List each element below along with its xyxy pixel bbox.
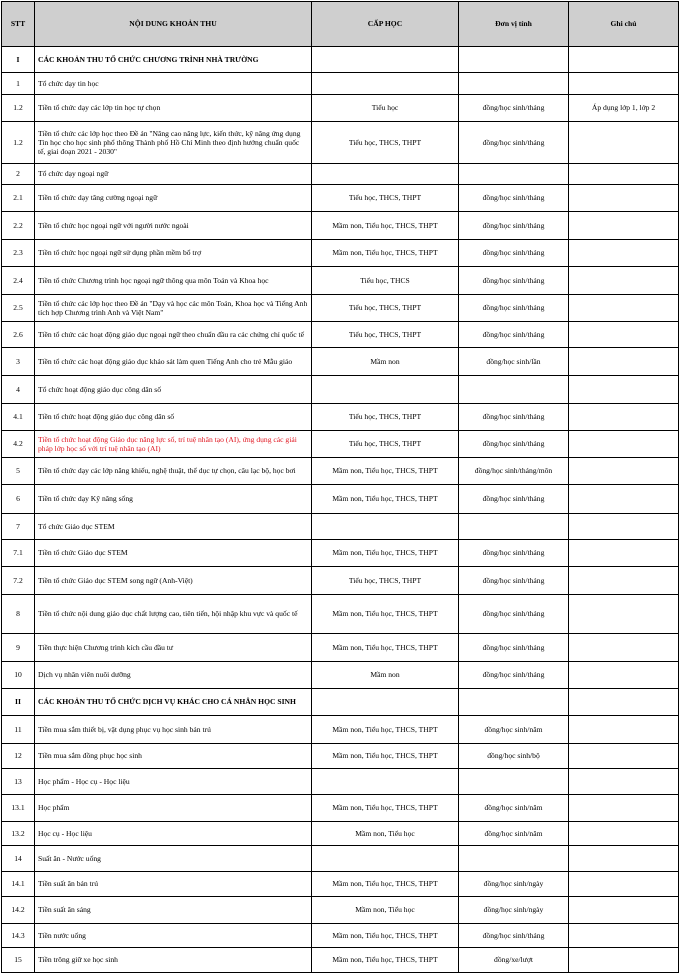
cell-content: Tiền tổ chức học ngoại ngữ sử dụng phần mềm bổ trợ — [35, 240, 312, 267]
cell-stt: 2.4 — [2, 267, 35, 295]
cell-note — [569, 567, 679, 595]
table-row — [2, 73, 679, 95]
cell-stt: I — [2, 47, 35, 73]
section-row — [2, 689, 679, 716]
cell-stt: 3 — [2, 348, 35, 376]
cell-unit: đồng/học sinh/tháng — [459, 595, 569, 634]
cell-stt: 4.1 — [2, 404, 35, 431]
cell-unit: đồng/học sinh/bộ — [459, 744, 569, 769]
cell-note — [569, 948, 679, 973]
cell-stt: 12 — [2, 744, 35, 769]
cell-stt: 7 — [2, 514, 35, 540]
header-stt: STT — [2, 2, 35, 47]
cell-stt: 2.6 — [2, 322, 35, 348]
cell-content: Tiền tổ chức Chương trình học ngoại ngữ thông qua môn Toán và Khoa học — [35, 267, 312, 295]
cell-level: Mầm non, Tiểu học, THCS, THPT — [312, 458, 459, 485]
cell-content: Tiền suất ăn bán trú — [35, 872, 312, 897]
table-row — [2, 458, 679, 485]
table-row — [2, 95, 679, 122]
cell-note — [569, 897, 679, 924]
cell-level — [312, 47, 459, 73]
cell-level: Tiểu học, THCS, THPT — [312, 322, 459, 348]
cell-note — [569, 595, 679, 634]
table-row — [2, 897, 679, 924]
cell-note — [569, 322, 679, 348]
table-row — [2, 567, 679, 595]
cell-content: Tiền mua sắm thiết bị, vật dụng phục vụ học sinh bán trú — [35, 716, 312, 744]
cell-unit: đồng/học sinh/tháng/môn — [459, 458, 569, 485]
cell-note — [569, 540, 679, 567]
table-row — [2, 431, 679, 458]
cell-content: Tiền tổ chức Giáo dục STEM — [35, 540, 312, 567]
cell-content: Tiền tổ chức Giáo dục STEM song ngữ (Anh-Việt) — [35, 567, 312, 595]
cell-unit — [459, 514, 569, 540]
cell-level: Mầm non, Tiểu học, THCS, THPT — [312, 716, 459, 744]
cell-note — [569, 458, 679, 485]
table-row — [2, 634, 679, 662]
cell-unit: đồng/học sinh/tháng — [459, 662, 569, 689]
table-row — [2, 795, 679, 822]
cell-level: Tiểu học — [312, 95, 459, 122]
cell-stt: 7.2 — [2, 567, 35, 595]
header-unit: Đơn vị tính — [459, 2, 569, 47]
cell-stt: 6 — [2, 485, 35, 514]
cell-content: Tổ chức dạy tin học — [35, 73, 312, 95]
cell-level: Mầm non, Tiểu học, THCS, THPT — [312, 634, 459, 662]
table-row — [2, 872, 679, 897]
cell-level: Mầm non, Tiểu học, THCS, THPT — [312, 212, 459, 240]
table-header-row — [2, 2, 679, 47]
cell-stt: 2.5 — [2, 295, 35, 322]
cell-unit: đồng/học sinh/tháng — [459, 540, 569, 567]
table-row — [2, 122, 679, 164]
cell-level: Tiểu học, THCS, THPT — [312, 122, 459, 164]
cell-level: Mầm non, Tiểu học — [312, 897, 459, 924]
cell-content: Tiền thực hiện Chương trình kích cầu đầu tư — [35, 634, 312, 662]
table-row — [2, 404, 679, 431]
cell-note — [569, 240, 679, 267]
table-row — [2, 540, 679, 567]
cell-content: Tiền tổ chức các hoạt động giáo dục khảo sát làm quen Tiếng Anh cho trẻ Mẫu giáo — [35, 348, 312, 376]
cell-stt: 9 — [2, 634, 35, 662]
cell-content: Tiền tổ chức dạy các lớp tin học tự chọn — [35, 95, 312, 122]
cell-note — [569, 73, 679, 95]
cell-stt: 14.1 — [2, 872, 35, 897]
cell-note — [569, 47, 679, 73]
cell-unit: đồng/học sinh/năm — [459, 795, 569, 822]
cell-level: Tiểu học, THCS, THPT — [312, 567, 459, 595]
cell-note — [569, 185, 679, 212]
cell-note — [569, 212, 679, 240]
cell-level: Mầm non, Tiểu học, THCS, THPT — [312, 924, 459, 948]
cell-content: Tiền nước uống — [35, 924, 312, 948]
cell-level — [312, 514, 459, 540]
cell-unit: đồng/học sinh/tháng — [459, 185, 569, 212]
header-note: Ghi chú — [569, 2, 679, 47]
table-row — [2, 595, 679, 634]
table-row — [2, 662, 679, 689]
cell-stt: 2.2 — [2, 212, 35, 240]
table-row — [2, 295, 679, 322]
cell-note — [569, 514, 679, 540]
table-row — [2, 348, 679, 376]
cell-unit: đồng/học sinh/tháng — [459, 322, 569, 348]
cell-note — [569, 431, 679, 458]
cell-unit — [459, 769, 569, 795]
cell-level: Mầm non, Tiểu học, THCS, THPT — [312, 744, 459, 769]
cell-content: Tiền trông giữ xe học sinh — [35, 948, 312, 973]
cell-level: Tiểu học, THCS, THPT — [312, 185, 459, 212]
cell-stt: 2 — [2, 164, 35, 185]
cell-unit: đồng/học sinh/tháng — [459, 240, 569, 267]
cell-note — [569, 716, 679, 744]
cell-level: Mầm non, Tiểu học, THCS, THPT — [312, 948, 459, 973]
cell-unit: đồng/học sinh/tháng — [459, 95, 569, 122]
cell-content: Tổ chức hoạt động giáo dục công dân số — [35, 376, 312, 404]
cell-stt: 2.1 — [2, 185, 35, 212]
cell-unit: đồng/học sinh/năm — [459, 822, 569, 846]
cell-level: Tiểu học, THCS, THPT — [312, 404, 459, 431]
cell-stt: 13 — [2, 769, 35, 795]
cell-stt: 1.2 — [2, 122, 35, 164]
table-row — [2, 948, 679, 973]
table-row — [2, 744, 679, 769]
cell-content: Tiền tổ chức dạy Kỹ năng sống — [35, 485, 312, 514]
table-row — [2, 822, 679, 846]
cell-stt: 13.2 — [2, 822, 35, 846]
cell-unit — [459, 73, 569, 95]
cell-note — [569, 822, 679, 846]
cell-unit — [459, 689, 569, 716]
table-row — [2, 514, 679, 540]
table-row — [2, 185, 679, 212]
cell-level: Mầm non, Tiểu học — [312, 822, 459, 846]
cell-unit: đồng/học sinh/năm — [459, 716, 569, 744]
cell-content: Tiền tổ chức dạy tăng cường ngoại ngữ — [35, 185, 312, 212]
cell-unit: đồng/học sinh/tháng — [459, 267, 569, 295]
cell-content: Tiền tổ chức các hoạt động giáo dục ngoại ngữ theo chuẩn đầu ra các chứng chỉ quốc tế — [35, 322, 312, 348]
cell-stt: 2.3 — [2, 240, 35, 267]
cell-note — [569, 924, 679, 948]
cell-stt: 11 — [2, 716, 35, 744]
cell-content: Tổ chức dạy ngoại ngữ — [35, 164, 312, 185]
table-row — [2, 267, 679, 295]
header-content: NỘI DUNG KHOẢN THU — [35, 2, 312, 47]
cell-content: Tiền suất ăn sáng — [35, 897, 312, 924]
cell-stt: 14.2 — [2, 897, 35, 924]
table-row — [2, 322, 679, 348]
cell-note: Áp dụng lớp 1, lớp 2 — [569, 95, 679, 122]
cell-unit: đồng/học sinh/tháng — [459, 431, 569, 458]
cell-level: Mầm non, Tiểu học, THCS, THPT — [312, 240, 459, 267]
cell-stt: 14.3 — [2, 924, 35, 948]
cell-unit: đồng/học sinh/tháng — [459, 567, 569, 595]
cell-stt: 5 — [2, 458, 35, 485]
cell-unit: đồng/học sinh/ngày — [459, 897, 569, 924]
cell-content: Học cụ - Học liệu — [35, 822, 312, 846]
cell-note — [569, 404, 679, 431]
cell-unit: đồng/học sinh/tháng — [459, 404, 569, 431]
cell-level — [312, 73, 459, 95]
cell-note — [569, 376, 679, 404]
cell-note — [569, 295, 679, 322]
cell-content: CÁC KHOẢN THU TỔ CHỨC CHƯƠNG TRÌNH NHÀ TRƯỜNG — [35, 47, 312, 73]
cell-level: Mầm non, Tiểu học, THCS, THPT — [312, 540, 459, 567]
cell-unit: đồng/học sinh/tháng — [459, 295, 569, 322]
cell-content: Dịch vụ nhân viên nuôi dưỡng — [35, 662, 312, 689]
cell-unit: đồng/học sinh/tháng — [459, 634, 569, 662]
cell-unit: đồng/học sinh/tháng — [459, 485, 569, 514]
cell-level: Tiểu học, THCS, THPT — [312, 431, 459, 458]
cell-content: Tiền tổ chức hoạt động Giáo dục năng lực số, trí tuệ nhân tạo (AI), ứng dụng các giải pháp lớp học số với trí tuệ nhân tạo (AI) — [35, 431, 312, 458]
cell-stt: 4 — [2, 376, 35, 404]
cell-note — [569, 846, 679, 872]
cell-content: Tiền tổ chức hoạt động giáo dục công dân số — [35, 404, 312, 431]
cell-stt: 10 — [2, 662, 35, 689]
cell-note — [569, 164, 679, 185]
cell-note — [569, 689, 679, 716]
cell-unit — [459, 376, 569, 404]
cell-unit: đồng/học sinh/lần — [459, 348, 569, 376]
fee-table — [1, 1, 679, 973]
cell-level — [312, 164, 459, 185]
table-row — [2, 846, 679, 872]
cell-note — [569, 795, 679, 822]
cell-level — [312, 376, 459, 404]
cell-stt: 14 — [2, 846, 35, 872]
section-row — [2, 47, 679, 73]
cell-unit — [459, 164, 569, 185]
header-level: CẤP HỌC — [312, 2, 459, 47]
cell-content: Tiền tổ chức nội dung giáo dục chất lượng cao, tiên tiến, hội nhập khu vực và quốc tế — [35, 595, 312, 634]
cell-stt: 4.2 — [2, 431, 35, 458]
cell-content: Học phẩm — [35, 795, 312, 822]
cell-level: Mầm non — [312, 348, 459, 376]
table-row — [2, 240, 679, 267]
table-row — [2, 485, 679, 514]
cell-content: Tiền tổ chức các lớp học theo Đề án "Dạy và học các môn Toán, Khoa học và Tiếng Anh tích hợp Chương trình Anh và Việt Nam" — [35, 295, 312, 322]
table-body — [2, 47, 679, 973]
cell-unit: đồng/học sinh/ngày — [459, 872, 569, 897]
cell-note — [569, 348, 679, 376]
cell-unit: đồng/học sinh/tháng — [459, 924, 569, 948]
cell-content: Tiền tổ chức các lớp học theo Đề án "Nâng cao năng lực, kiến thức, kỹ năng ứng dụng Tin học cho học sinh phổ thông Thành phố Hồ Chí Minh theo định hướng chuẩn quốc tế, giai đoạn 2021 - 2030" — [35, 122, 312, 164]
cell-unit — [459, 47, 569, 73]
cell-note — [569, 122, 679, 164]
cell-level: Tiểu học, THCS, THPT — [312, 295, 459, 322]
cell-stt: 8 — [2, 595, 35, 634]
cell-level: Mầm non, Tiểu học, THCS, THPT — [312, 485, 459, 514]
cell-content: Tổ chức Giáo dục STEM — [35, 514, 312, 540]
cell-stt: 1 — [2, 73, 35, 95]
table-row — [2, 924, 679, 948]
table-row — [2, 769, 679, 795]
table-row — [2, 212, 679, 240]
cell-level: Mầm non, Tiểu học, THCS, THPT — [312, 595, 459, 634]
cell-content: CÁC KHOẢN THU TỔ CHỨC DỊCH VỤ KHÁC CHO CÁ NHÂN HỌC SINH — [35, 689, 312, 716]
cell-stt: 13.1 — [2, 795, 35, 822]
table-row — [2, 716, 679, 744]
cell-level: Mầm non, Tiểu học, THCS, THPT — [312, 872, 459, 897]
cell-note — [569, 485, 679, 514]
cell-stt: 1.2 — [2, 95, 35, 122]
cell-level: Tiểu học, THCS — [312, 267, 459, 295]
cell-content: Học phẩm - Học cụ - Học liệu — [35, 769, 312, 795]
cell-unit: đồng/học sinh/tháng — [459, 122, 569, 164]
cell-note — [569, 872, 679, 897]
cell-level: Mầm non — [312, 662, 459, 689]
table-row — [2, 376, 679, 404]
cell-note — [569, 267, 679, 295]
cell-unit: đồng/xe/lượt — [459, 948, 569, 973]
cell-level — [312, 769, 459, 795]
cell-note — [569, 769, 679, 795]
cell-stt: II — [2, 689, 35, 716]
cell-content: Tiền tổ chức dạy các lớp năng khiếu, nghệ thuật, thể dục tự chọn, câu lạc bộ, học bơi — [35, 458, 312, 485]
cell-content: Suất ăn - Nước uống — [35, 846, 312, 872]
cell-level: Mầm non, Tiểu học, THCS, THPT — [312, 795, 459, 822]
cell-note — [569, 662, 679, 689]
cell-content: Tiền tổ chức học ngoại ngữ với người nước ngoài — [35, 212, 312, 240]
cell-unit — [459, 846, 569, 872]
cell-level — [312, 689, 459, 716]
cell-level — [312, 846, 459, 872]
cell-unit: đồng/học sinh/tháng — [459, 212, 569, 240]
cell-note — [569, 744, 679, 769]
cell-stt: 15 — [2, 948, 35, 973]
cell-stt: 7.1 — [2, 540, 35, 567]
cell-note — [569, 634, 679, 662]
table-row — [2, 164, 679, 185]
cell-content: Tiền mua sắm đồng phục học sinh — [35, 744, 312, 769]
